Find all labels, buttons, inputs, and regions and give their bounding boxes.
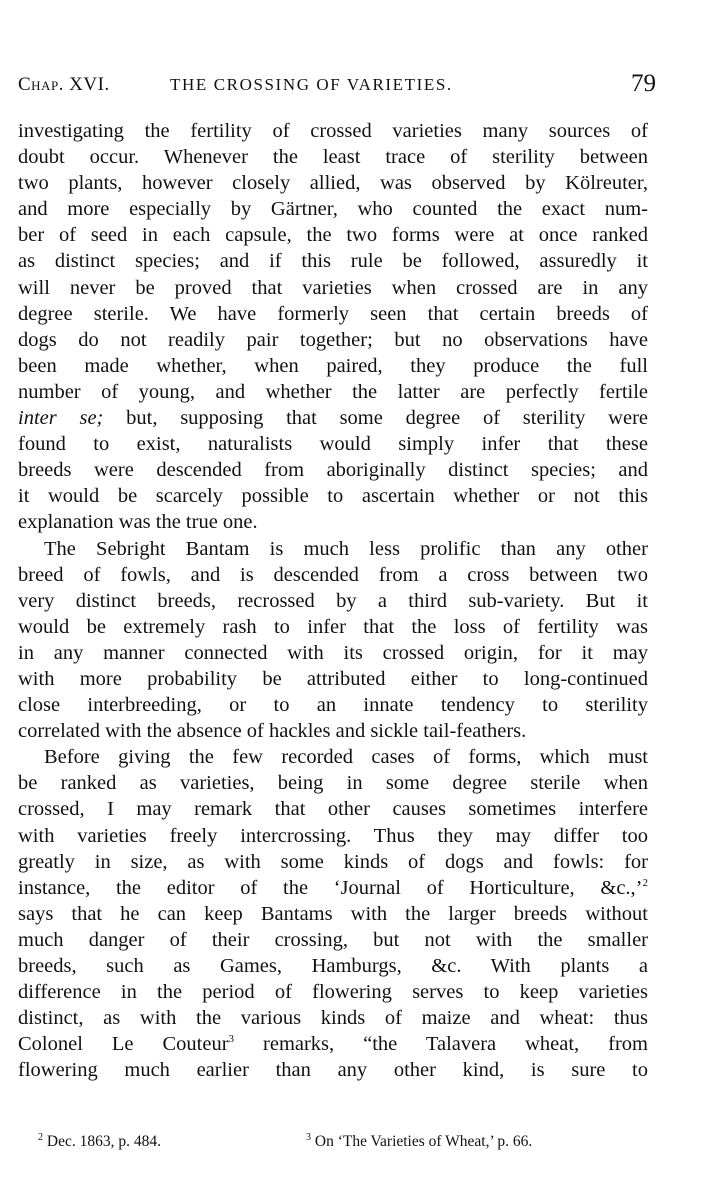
text-line: will never be proved that varieties when crossed are in any bbox=[18, 276, 648, 299]
footnote-marker: 2 bbox=[38, 1132, 43, 1143]
text-line: two plants, however closely allied, was observed by Kölreuter, bbox=[18, 172, 648, 195]
text-line: as distinct species; and if this rule be followed, assuredly it bbox=[18, 250, 648, 273]
text-line: ber of seed in each capsule, the two forms were at once ranked bbox=[18, 224, 648, 247]
chapter-title: THE CROSSING OF VARIETIES. bbox=[170, 75, 453, 94]
italic-phrase: inter se; bbox=[18, 407, 104, 430]
text-line: greatly in size, as with some kinds of dogs and fowls: for bbox=[18, 850, 648, 873]
text-line: been made whether, when paired, they produce the full bbox=[18, 354, 648, 377]
text-line: flowering much earlier than any other kind, is sure to bbox=[18, 1059, 648, 1082]
text-line bbox=[18, 405, 648, 431]
text-line bbox=[18, 1031, 648, 1057]
text-line-rest: remarks, “the Talavera wheat, from bbox=[263, 1033, 648, 1056]
footnote bbox=[306, 1133, 532, 1151]
text-line: crossed, I may remark that other causes sometimes interfere bbox=[18, 798, 648, 821]
text-line: and more especially by Gärtner, who counted the exact num- bbox=[18, 198, 648, 221]
text-line: close interbreeding, or to an innate tendency to sterility bbox=[18, 694, 648, 717]
footnote-marker: 3 bbox=[306, 1132, 311, 1143]
text-line: degree sterile. We have formerly seen that certain breeds of bbox=[18, 302, 648, 325]
body-text bbox=[18, 118, 648, 1083]
text-line: breeds were descended from aboriginally distinct species; and bbox=[18, 459, 648, 482]
text-line: breed of fowls, and is descended from a cross between two bbox=[18, 563, 648, 586]
text-line: in any manner connected with its crossed origin, for it may bbox=[18, 641, 648, 664]
text-line: it would be scarcely possible to ascertain whether or not this bbox=[18, 485, 648, 508]
footnote-text: On ‘The Varieties of Wheat,’ p. 66. bbox=[314, 1133, 533, 1150]
text-line: with varieties freely intercrossing. Thus they may differ too bbox=[18, 824, 648, 847]
text-line: found to exist, naturalists would simply infer that these bbox=[18, 433, 648, 456]
text-line: dogs do not readily pair together; but no observations have bbox=[18, 328, 648, 351]
footnote-ref: 2 bbox=[642, 876, 648, 889]
text-line: breeds, such as Games, Hamburgs, &c. With plants a bbox=[18, 955, 648, 977]
text-line bbox=[18, 875, 648, 901]
text-line: would be extremely rash to infer that the loss of fertility was bbox=[18, 615, 648, 638]
text-line-rest: but, supposing that some degree of sterility were bbox=[126, 407, 648, 430]
text-line-main: instance, the editor of the ‘Journal of Horticulture, &c.,’ bbox=[18, 876, 643, 899]
footnote-text: Dec. 1863, p. 484. bbox=[46, 1133, 161, 1150]
text-line: correlated with the absence of hackles and sickle tail-feathers. bbox=[18, 720, 527, 743]
text-line-start: Colonel Le Couteur bbox=[18, 1033, 229, 1056]
text-line: says that he can keep Bantams with the larger breeds without bbox=[18, 902, 648, 925]
text-line: The Sebright Bantam is much less prolific than any other bbox=[44, 537, 648, 560]
page-number: 79 bbox=[631, 70, 656, 97]
text-line: distinct, as with the various kinds of maize and wheat: thus bbox=[18, 1007, 648, 1030]
text-line: number of young, and whether the latter are perfectly fertile bbox=[18, 380, 648, 403]
text-line: doubt occur. Whenever the least trace of sterility between bbox=[18, 146, 648, 169]
running-head bbox=[18, 70, 656, 104]
footnote bbox=[38, 1133, 161, 1151]
text-line: much danger of their crossing, but not with the smaller bbox=[18, 928, 648, 951]
text-line: Before giving the few recorded cases of forms, which must bbox=[44, 746, 648, 769]
footnote-ref: 3 bbox=[228, 1033, 235, 1046]
text-line: very distinct breeds, recrossed by a third sub-variety. But it bbox=[18, 589, 648, 612]
footnotes bbox=[38, 1133, 618, 1161]
text-line: with more probability be attributed either to long-continued bbox=[18, 667, 648, 690]
text-line: explanation was the true one. bbox=[18, 511, 258, 534]
chapter-label: Chap. XVI. bbox=[18, 74, 110, 95]
text-line: investigating the fertility of crossed varieties many sources of bbox=[18, 120, 648, 142]
text-line: difference in the period of flowering serves to keep varieties bbox=[18, 981, 648, 1004]
text-line: be ranked as varieties, being in some degree sterile when bbox=[18, 772, 648, 795]
